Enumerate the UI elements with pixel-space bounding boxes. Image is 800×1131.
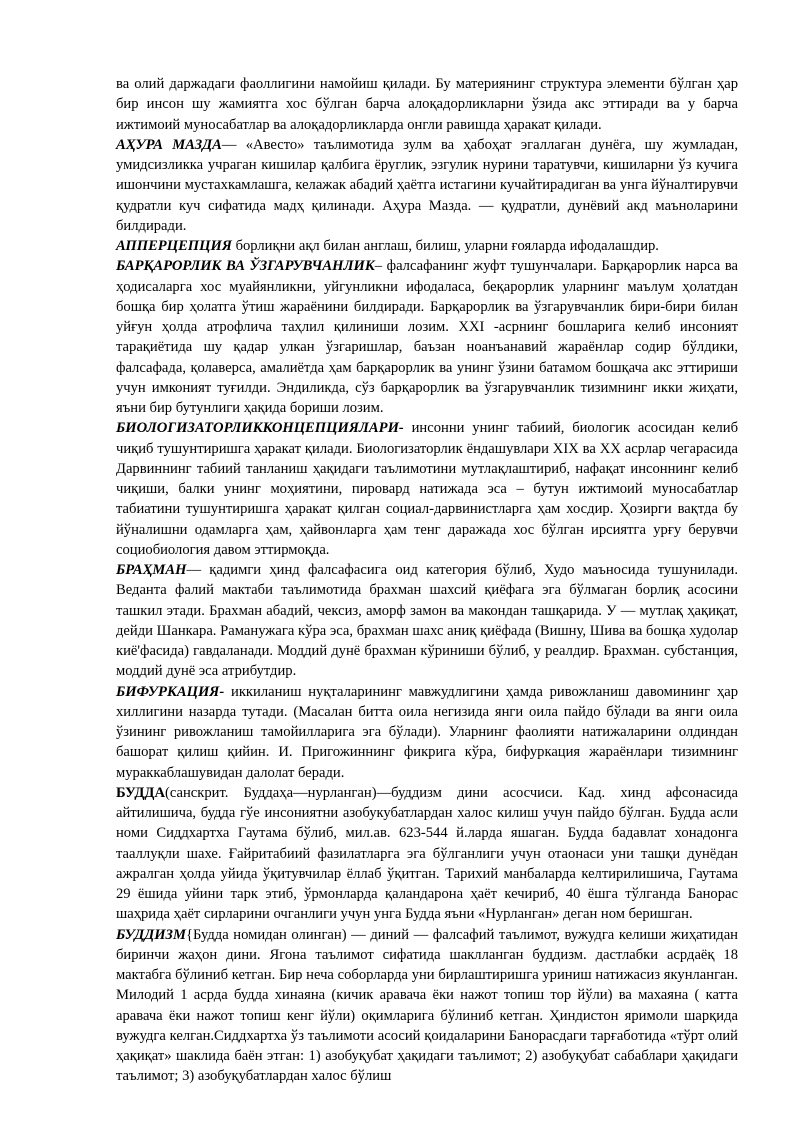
paragraph-brahman [116, 560, 738, 682]
paragraph-apperception [116, 236, 738, 256]
paragraph-body: — «Авесто» таълимотида зулм ва ҳабоҳат эгаллаган дунёга, шу жумладан, умидсизликка учраган кишилар қалбига ёруглик, эзгулик нурини таратувчи, кишиларни ўз кучига ишончини мустахкамлашга, келажак абадий ҳаётга истагини кучайтирадиган ва унга йўналтирувчи қудратли куч сифатида мадҳ қилинади. Аҳура Мазда. — қудратли, дунёвий акд маъноларини билдиради. [116, 136, 738, 234]
paragraph-continuation [116, 74, 738, 135]
term-heading: БИОЛОГИЗАТОРЛИККОНЦЕПЦИЯЛАРИ- [116, 420, 404, 437]
term-heading: БУДДИЗМ [116, 926, 186, 943]
paragraph-buddhism [116, 925, 738, 1087]
paragraph-body: ва олий даржадаги фаоллигини намойиш қилади. Бу материянинг структура элементи бўлган ҳар бир инсон шу жамиятга хос бўлган барча алоқадорликларни ўзида акс эттиради ва у барча ижтимоий муносабатлар ва алоқадорликларда онгли равишда ҳаракат қилади. [116, 76, 738, 133]
paragraph-body: иккиланиш нуқталарининг мавжудлигини ҳамда ривожланиш давомининг ҳар хиллигини назарда тутади. (Масалан битта оила негизида янги оила пайдо бўлади ва янги оила ўзининг ривожланиш тамойилларига эга бўлади). Уларнинг фаолияти натижаларини олдиндан башорат қилиш қийин. И. Пригожиннинг фикрига кўра, бифуркация жараёнлари тизимнинг мураккаблашувидан далолат беради. [116, 683, 738, 781]
paragraph-buddha [116, 783, 738, 925]
paragraph-body: инсонни унинг табиий, биологик асосидан келиб чиқиб тушунтиришга ҳаракат қилади. Биологизаторлик ёндашувлари XIX ва XX асрлар чегарасида Дарвиннинг табиий танланиш ҳақидаги таълимотини мутлақлаштириб, нафақат инсоннинг келиб чиқиши, балки унинг моҳиятини, пировард натижада эса – бутун ижтимоий муносабатлар табиатини тушунтиришга ҳаракат қилган социал-дарвинистларга ҳам хосдир. Ҳозирги вақтда бу йўналишни одамларга ҳам, ҳайвонларга ҳам тенг даражада хос бўлган ирсиятга урғу берувчи социобиология давом эттирмоқда. [116, 420, 738, 558]
term-heading: АППЕРЦЕПЦИЯ [116, 238, 232, 254]
paragraph-body: – фалсафанинг жуфт тушунчалари. Барқарорлик нарса ва ҳодисаларга хос муайянликни, уйгунликни ифодаласа, беқарорлик уларнинг маълум ҳолатдан бошқа бир ҳолатга ўтиш жараёнини билдиради. Барқарорлик ва ўзгарувчанлик бири-бири билан уйғун ҳолда атрофлича таҳлил қилиниши лозим. XXI -асрнинг бошларига келиб инсоният тарақиётида шу қадар улкан ўзгаришлар, баъзан ноанъанавий жараёнлар содир бўлдики, фалсафада, қолаверса, амалиётда ҳам барқарорлик ва унинг ўзини батамом бошқача акс эттириши учун имконият туғилди. Эндиликда, сўз барқарорлик ва ўзгарувчанлик тизимнинг икки жиҳати, яъни бир бутунлиги ҳақида бориши лозим. [116, 258, 738, 416]
paragraph-body: борлиқни ақл билан англаш, билиш, уларни ғояларда ифодалашдир. [231, 238, 659, 254]
term-heading: БРАҲМАН [116, 562, 187, 578]
term-heading: БАРҚАРОРЛИК ВА ЎЗГАРУВЧАНЛИК [116, 258, 375, 275]
paragraph-body: (санскрит. Буддаҳа—нурланган)—буддизм дини асосчиси. Кад. хинд афсонасида айтилишича, будда гўе инсониятни азобукубатлардан халос килиш учун пайдо бўлган. Будда асли номи Сиддхартха Гаутама бўлиб, мил.ав. 623-544 й.ларда яшаган. Будда бадавлат хонадонга тааллуқли шахе. Ғайритабиий фазилатларга эга бўлганлиги учун отаонаси уни ташқи дунёдан ажралган ҳолда уйида ўқитувчилар ёллаб ўқитган. Тарихий манбаларда келтирилишича, Гаутама 29 ёшида уйини тарк этиб, ўрмонларда қаландарона ҳаёт кечириб, 40 ёшга тўлганда Банорас шаҳрида ҳаёт сирларини очганлиги учун унга Будда яъни «Нурланган» деган ном беришган. [116, 784, 738, 923]
term-heading: БУДДА [116, 784, 165, 801]
paragraph-body: — қадимги ҳинд фалсафасига оид категория бўлиб, Худо маъносида тушунилади. Веданта фалий мактаби таълимотида брахман шахсий қиёфага эга бўлмаган борлиқ асосини ташкил этади. Брахман абадий, чексиз, аморф замон ва макондан ташқарида. У — мутлақ ҳақиқат, дейди Шанкара. Раманужага кўра эса, брахман шахс аниқ қиёфада (Вишну, Шива ва бошқа худолар киё'фасида) гавдаланади. Моддий дунё брахман кўриниши бўлиб, у реалдир. Брахман. субстанция, моддий дунё эса атрибутдир. [116, 562, 738, 680]
paragraph-stability-change [116, 256, 738, 418]
term-heading: БИФУРКАЦИЯ- [116, 683, 225, 700]
paragraph-bifurcation [116, 682, 738, 783]
paragraph-body: {Будда номидан олинган) — диний — фалсафий таълимот, вужудга келиши жиҳатидан биринчи жаҳон дини. Ягона таълимот сифатида шаклланган буддизм. дастлабки асрдаёқ 18 мактабга бўлиниб кетган. Бир неча соборларда уни бирлаштиришга уриниш натижасиз якунланган. Милодий 1 асрда будда хинаяна (кичик аравача ёки нажот топиш тор йўли) ва махаяна ( катта аравача ёки нажот топиш кенг йўли) оқимларига бўлиниб кетган. Ҳиндистон яримоли шарқида вужудга келган.Сиддхартха ўз таълимоти асосий қоидаларини Банорасдаги тарғаботида «тўрт олий ҳақиқат» шаклида баён этган: 1) азобуқубат ҳақидаги таълимот; 2) азобуқубат сабаблари ҳақидаги таълимот; 3) азобуқубатлардан халос бўлиш [116, 926, 738, 1085]
term-heading: АҲУРА МАЗДА [116, 136, 222, 153]
paragraph-biologization [116, 418, 738, 560]
document-page [116, 74, 738, 1087]
paragraph-ahura-mazda [116, 135, 738, 236]
